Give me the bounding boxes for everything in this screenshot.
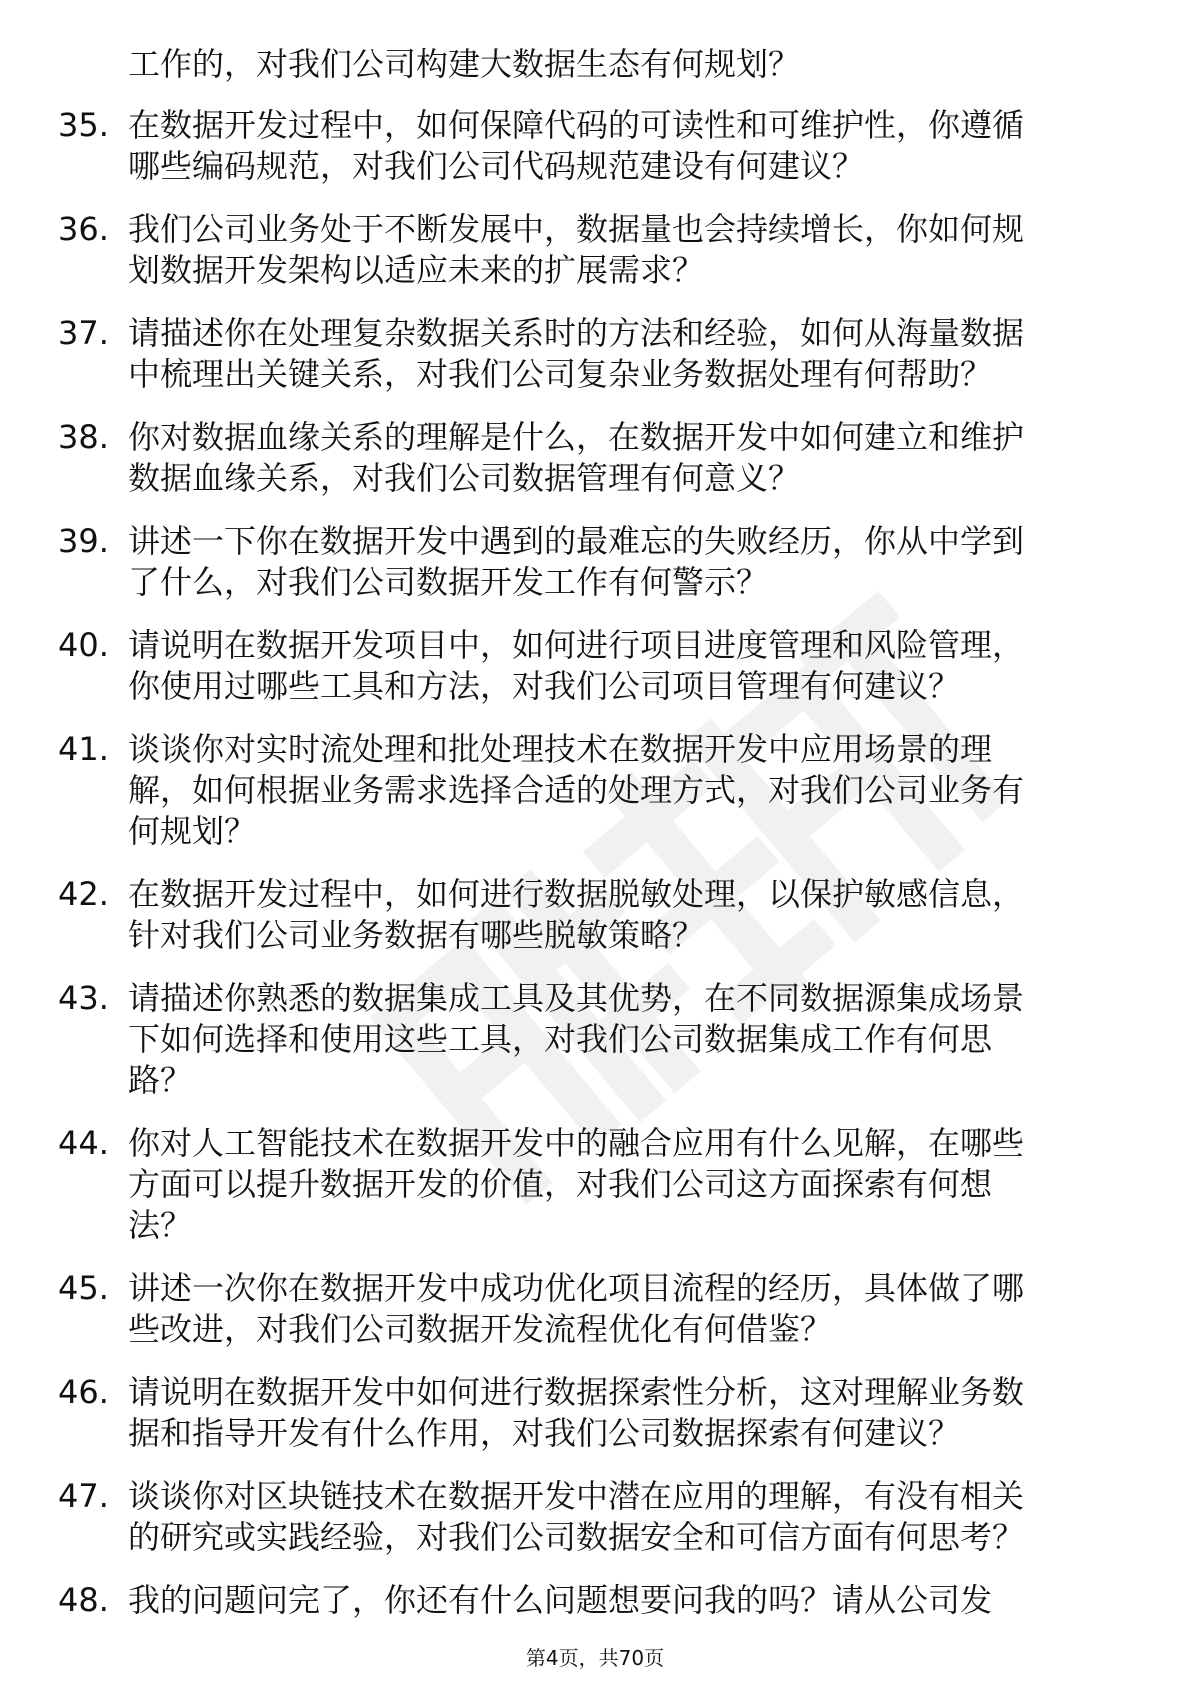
item-text-line: 路？ [128, 1061, 193, 1099]
item-text-line: 请说明在数据开发中如何进行数据探索性分析，这对理解业务数 [128, 1373, 1025, 1411]
item-text-line: 请描述你在处理复杂数据关系时的方法和经验，如何从海量数据 [128, 314, 1025, 352]
list-item [58, 417, 1118, 499]
item-number: 48. [58, 1581, 109, 1619]
item-number: 46. [58, 1373, 109, 1411]
list-item [58, 209, 1118, 291]
item-text-line: 些改进，对我们公司数据开发流程优化有何借鉴？ [128, 1310, 833, 1348]
item-text-line: 划数据开发架构以适应未来的扩展需求？ [128, 251, 705, 289]
item-number: 40. [58, 626, 109, 664]
item-text-line: 哪些编码规范，对我们公司代码规范建设有何建议？ [128, 147, 865, 185]
item-text-line: 据和指导开发有什么作用，对我们公司数据探索有何建议？ [128, 1414, 961, 1452]
item-text-line: 了什么，对我们公司数据开发工作有何警示？ [128, 563, 769, 601]
item-text [128, 313, 1118, 395]
item-text [128, 729, 1118, 852]
item-text-line: 何规划？ [128, 812, 257, 850]
item-text-line: 在数据开发过程中，如何保障代码的可读性和可维护性，你遵循 [128, 106, 1025, 144]
list-item [58, 729, 1118, 852]
list-item [58, 874, 1118, 956]
item-text [128, 1372, 1118, 1454]
item-text [128, 1268, 1118, 1350]
item-text [128, 978, 1118, 1101]
item-text [128, 1580, 1118, 1621]
item-text-line: 请描述你熟悉的数据集成工具及其优势，在不同数据源集成场景 [128, 979, 1025, 1017]
item-text-line: 法？ [128, 1206, 193, 1244]
list-item [58, 1372, 1118, 1454]
item-number: 43. [58, 979, 109, 1017]
item-text-line: 你使用过哪些工具和方法，对我们公司项目管理有何建议？ [128, 667, 961, 705]
item-text-line: 解，如何根据业务需求选择合适的处理方式，对我们公司业务有 [128, 771, 1025, 809]
item-number: 41. [58, 730, 109, 768]
item-text-line: 的研究或实践经验，对我们公司数据安全和可信方面有何思考？ [128, 1518, 1025, 1556]
item-number: 38. [58, 418, 109, 456]
item-text [128, 625, 1118, 707]
item-text-line: 谈谈你对区块链技术在数据开发中潜在应用的理解，有没有相关 [128, 1477, 1025, 1515]
item-text-line: 讲述一下你在数据开发中遇到的最难忘的失败经历，你从中学到 [128, 522, 1025, 560]
item-text-line: 我的问题问完了，你还有什么问题想要问我的吗？请从公司发 [128, 1581, 993, 1619]
item-text-line: 你对数据血缘关系的理解是什么，在数据开发中如何建立和维护 [128, 418, 1025, 456]
list-item [58, 313, 1118, 395]
item-number: 35. [58, 106, 109, 144]
continuation-text: 工作的，对我们公司构建大数据生态有何规划？ [128, 45, 801, 83]
item-text-line: 下如何选择和使用这些工具，对我们公司数据集成工作有何思 [128, 1020, 993, 1058]
item-text [128, 209, 1118, 291]
question-list [58, 44, 1118, 1643]
item-number: 36. [58, 210, 109, 248]
list-item [58, 1268, 1118, 1350]
item-text [128, 417, 1118, 499]
page-footer: 第4页，共70页 [525, 1646, 665, 1670]
item-text-line: 我们公司业务处于不断发展中，数据量也会持续增长，你如何规 [128, 210, 1025, 248]
item-text-line: 方面可以提升数据开发的价值，对我们公司这方面探索有何想 [128, 1165, 993, 1203]
item-text-line: 请说明在数据开发项目中，如何进行项目进度管理和风险管理， [128, 626, 1025, 664]
item-text [128, 521, 1118, 603]
list-item [58, 521, 1118, 603]
item-text-line: 你对人工智能技术在数据开发中的融合应用有什么见解，在哪些 [128, 1124, 1025, 1162]
list-item [58, 625, 1118, 707]
list-item [58, 1476, 1118, 1558]
item-text-line: 在数据开发过程中，如何进行数据脱敏处理，以保护敏感信息， [128, 875, 1025, 913]
item-number: 47. [58, 1477, 109, 1515]
item-number: 42. [58, 875, 109, 913]
item-text-line: 数据血缘关系，对我们公司数据管理有何意义？ [128, 459, 801, 497]
item-text [128, 1476, 1118, 1558]
item-text-line: 中梳理出关键关系，对我们公司复杂业务数据处理有何帮助？ [128, 355, 993, 393]
item-number: 39. [58, 522, 109, 560]
item-text [128, 1123, 1118, 1246]
item-number: 44. [58, 1124, 109, 1162]
question-items [58, 105, 1118, 1621]
item-text [128, 874, 1118, 956]
item-number: 45. [58, 1269, 109, 1307]
item-text-line: 针对我们公司业务数据有哪些脱敏策略？ [128, 916, 705, 954]
item-text [128, 105, 1118, 187]
item-text-line: 讲述一次你在数据开发中成功优化项目流程的经历，具体做了哪 [128, 1269, 1025, 1307]
item-text-line: 谈谈你对实时流处理和批处理技术在数据开发中应用场景的理 [128, 730, 993, 768]
list-item [58, 105, 1118, 187]
list-item [58, 978, 1118, 1101]
item-number: 37. [58, 314, 109, 352]
list-item [58, 1123, 1118, 1246]
list-item [58, 1580, 1118, 1621]
